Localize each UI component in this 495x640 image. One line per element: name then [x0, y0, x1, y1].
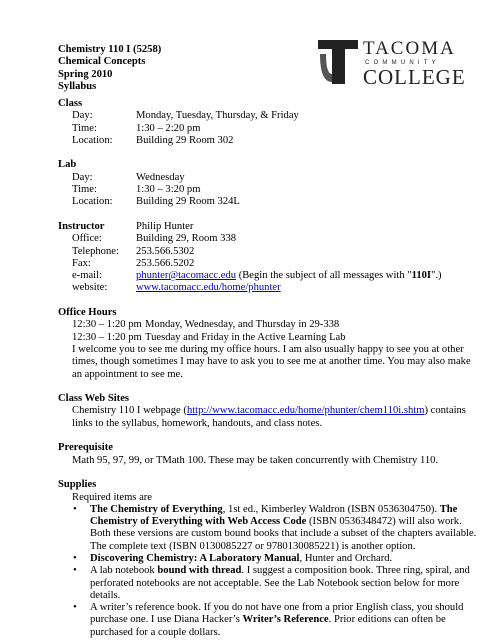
syllabus-content	[58, 98, 477, 639]
class-time-row: Time: 1:30 – 2:20 pm	[72, 122, 201, 134]
list-item: • A writer’s reference book. If you do not have one from a prior English class, you should purchase one. I use Diana Hacker’s Writer’s Reference. Prior editions can often be purchased for a couple dollars.	[73, 602, 464, 638]
list-item: • The Chemistry of Everything, 1st ed., Kimberley Waldron (ISBN 0536304750). The Chemistry of Everything with Web Access Code (ISBN 0536348472) will also work. Both these versions are custom bound books that include a subset of the chapters available. The complete text (ISBN 0130085227 or 9780130085221) is another option.	[73, 503, 477, 552]
course-term: Spring 2010	[58, 68, 113, 80]
course-webpage-link[interactable]: http://www.tacomacc.edu/home/phunter/chem110i.shtm	[186, 405, 425, 417]
college-logo-mark-icon	[316, 38, 360, 86]
course-title: Chemical Concepts	[58, 56, 146, 68]
web-sites-line: Chemistry 110 I webpage (http://www.tacomacc.edu/home/phunter/chem110i.shtm) contains	[72, 405, 466, 417]
class-day-row: Day: Monday, Tuesday, Thursday, & Friday	[72, 110, 299, 122]
email-link[interactable]: phunter@tacomacc.edu	[136, 270, 237, 282]
lab-heading: Lab	[58, 159, 77, 171]
lab-location-row: Location: Building 29 Room 324L	[72, 196, 240, 208]
class-heading: Class	[58, 98, 83, 109]
class-location-row: Location: Building 29 Room 302	[72, 134, 234, 146]
telephone-row: Telephone: 253.566.5302	[72, 245, 195, 257]
office-hours-line: I welcome you to see me during my office hours. I am also usually happy to see you at other	[72, 343, 464, 355]
bullet-icon: •	[73, 552, 77, 564]
supplies-heading: Supplies	[58, 479, 97, 491]
office-hours-line: an appointment to see me.	[72, 368, 183, 380]
instructor-heading: Instructor	[58, 220, 105, 232]
supplies-list	[58, 503, 477, 639]
document-type: Syllabus	[58, 80, 97, 92]
lab-day-row: Day: Wednesday	[72, 171, 185, 183]
instructor-row	[58, 221, 463, 233]
web-sites-line: links to the syllabus, homework, handouts, and class notes.	[72, 417, 323, 429]
instructor-website-link[interactable]: www.tacomacc.edu/home/phunter	[136, 282, 281, 294]
college-logo	[316, 38, 466, 89]
supplies-intro: Required items are	[72, 491, 153, 503]
lab-time-row: Time: 1:30 – 3:20 pm	[72, 184, 201, 196]
course-header	[58, 44, 161, 93]
email-row: e-mail: phunter@tacomacc.edu (Begin the subject of all messages with "110I".)	[72, 270, 442, 282]
office-hours-heading: Office Hours	[58, 307, 117, 319]
fax-row: Fax: 253.566.5202	[72, 257, 195, 269]
office-hours-row: 12:30 – 1:20 pm Tuesday and Friday in the Active Learning Lab	[72, 331, 346, 343]
logo-word-community: COMMUNITY	[365, 60, 440, 66]
bullet-icon: •	[73, 503, 77, 515]
web-sites-heading: Class Web Sites	[58, 393, 130, 405]
prerequisite-text: Math 95, 97, 99, or TMath 100. These may be taken concurrently with Chemistry 110.	[72, 454, 439, 466]
prerequisite-heading: Prerequisite	[58, 442, 113, 454]
logo-word-tacoma: TACOMA	[363, 38, 456, 59]
instructor-name: Philip Hunter	[136, 220, 194, 232]
bullet-icon: •	[73, 602, 77, 614]
logo-word-college: COLLEGE	[363, 65, 466, 89]
office-hours-row: 12:30 – 1:20 pm Monday, Wednesday, and Thursday in 29-338	[72, 319, 340, 331]
office-hours-line: times, though sometimes I may have to ask you to see me at another time. You may also make	[72, 356, 471, 368]
office-row: Office: Building 29, Room 338	[72, 233, 237, 245]
website-row: website: www.tacomacc.edu/home/phunter	[72, 282, 281, 294]
list-item: • A lab notebook bound with thread. I suggest a composition book. Three ring, spiral, and perforated notebooks are not acceptable. See the Lab Notebook section below for more details.	[73, 565, 470, 601]
bullet-icon: •	[73, 565, 77, 577]
list-item: • Discovering Chemistry: A Laboratory Manual, Hunter and Orchard.	[73, 552, 393, 564]
course-number: Chemistry 110 I (5258)	[58, 44, 162, 55]
